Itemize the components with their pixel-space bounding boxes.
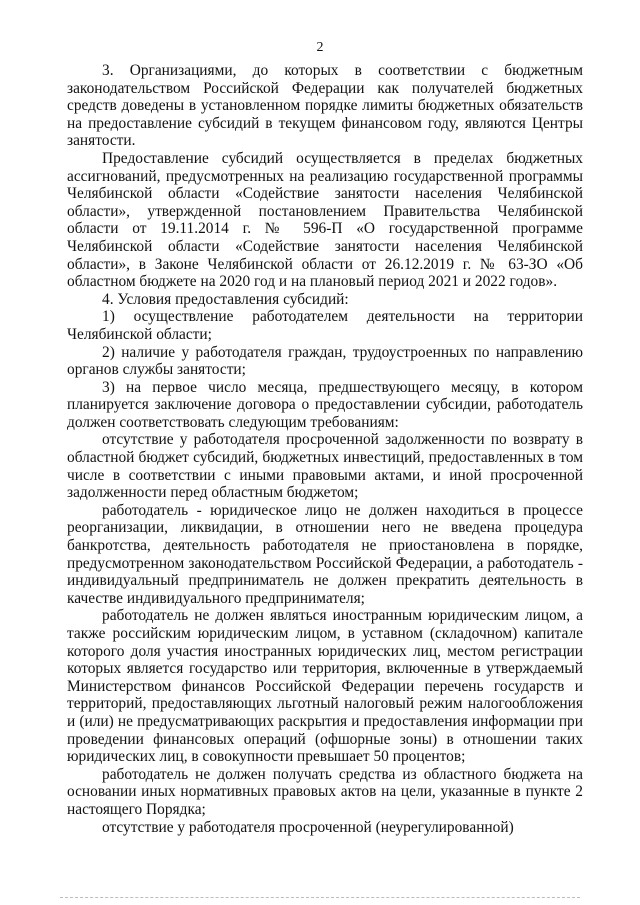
paragraph-condition-3: 3) на первое число месяца, предшествующего месяцу, в котором планируется заключение договора о предоставлении субсидии, работодатель должен соответствовать следующим требованиям:	[67, 378, 583, 431]
page-number: 2	[316, 40, 324, 55]
paragraph-requirement-no-other-funds: работодатель не должен получать средства из областного бюджета на основании иных нормативных правовых актов на цели, указанные в пункте 2 настоящего Порядка;	[67, 765, 583, 818]
paragraph-conditions-heading: 4. Условия предоставления субсидий:	[102, 290, 349, 308]
paragraph-requirement-no-reorganization: работодатель - юридическое лицо не должен находиться в процессе реорганизации, ликвидации, в отношении него не введена процедура банкротства, деятельность работодателя не приостановлена в порядке, предусмотренном законодательством Российской Федерации, а работодатель - индивидуальный предприниматель не должен прекратить деятельность в качестве индивидуального предпринимателя;	[67, 501, 583, 607]
paragraph-condition-2: 2) наличие у работодателя граждан, трудоустроенных по направлению органов службы занятости;	[67, 343, 583, 379]
paragraph-requirement-no-overdue: отсутствие у работодателя просроченной (неурегулированной)	[102, 818, 514, 836]
paragraph-budget-allocation: Предоставление субсидий осуществляется в пределах бюджетных ассигнований, предусмотренных на реализацию государственной программы Челябинской области «Содействие занятости населения Челябинской области», утвержденной постановлением Правительства Челябинской области от 19.11.2014 г. № 596-П «О государственной программе Челябинской области «Содействие занятости населения Челябинской области», в Законе Челябинской области от 26.12.2019 г. № 63-ЗО «Об областном бюджете на 2020 год и на плановый период 2021 и 2022 годов».	[67, 149, 583, 291]
paragraph-organizations: 3. Организациями, до которых в соответствии с бюджетным законодательством Российской Федерации как получателей бюджетных средств доведены в установленном порядке лимиты бюджетных обязательств на предоставление субсидий в текущем финансовом году, являются Центры занятости.	[67, 62, 583, 150]
paragraph-condition-1: 1) осуществление работодателем деятельности на территории Челябинской области;	[67, 308, 583, 343]
document-body	[67, 62, 583, 836]
scan-bottom-edge	[60, 897, 580, 899]
paragraph-requirement-not-foreign: работодатель не должен являться иностранным юридическим лицом, а также российским юридическим лицом, в уставном (складочном) капитале которого доля участия иностранных юридических лиц, местом регистрации которых является государство или территория, включенные в утверждаемый Министерством финансов Российской Федерации перечень государств и территорий, предоставляющих льготный налоговый режим налогообложения и (или) не предусматривающих раскрытия и предоставления информации при проведении финансовых операций (офшорные зоны) в отношении таких юридических лиц, в совокупности превышает 50 процентов;	[67, 607, 583, 766]
paragraph-requirement-no-debt: отсутствие у работодателя просроченной задолженности по возврату в областной бюджет субсидий, бюджетных инвестиций, предоставленных в том числе в соответствии с иными правовыми актами, и иной просроченной задолженности перед областным бюджетом;	[67, 431, 583, 502]
